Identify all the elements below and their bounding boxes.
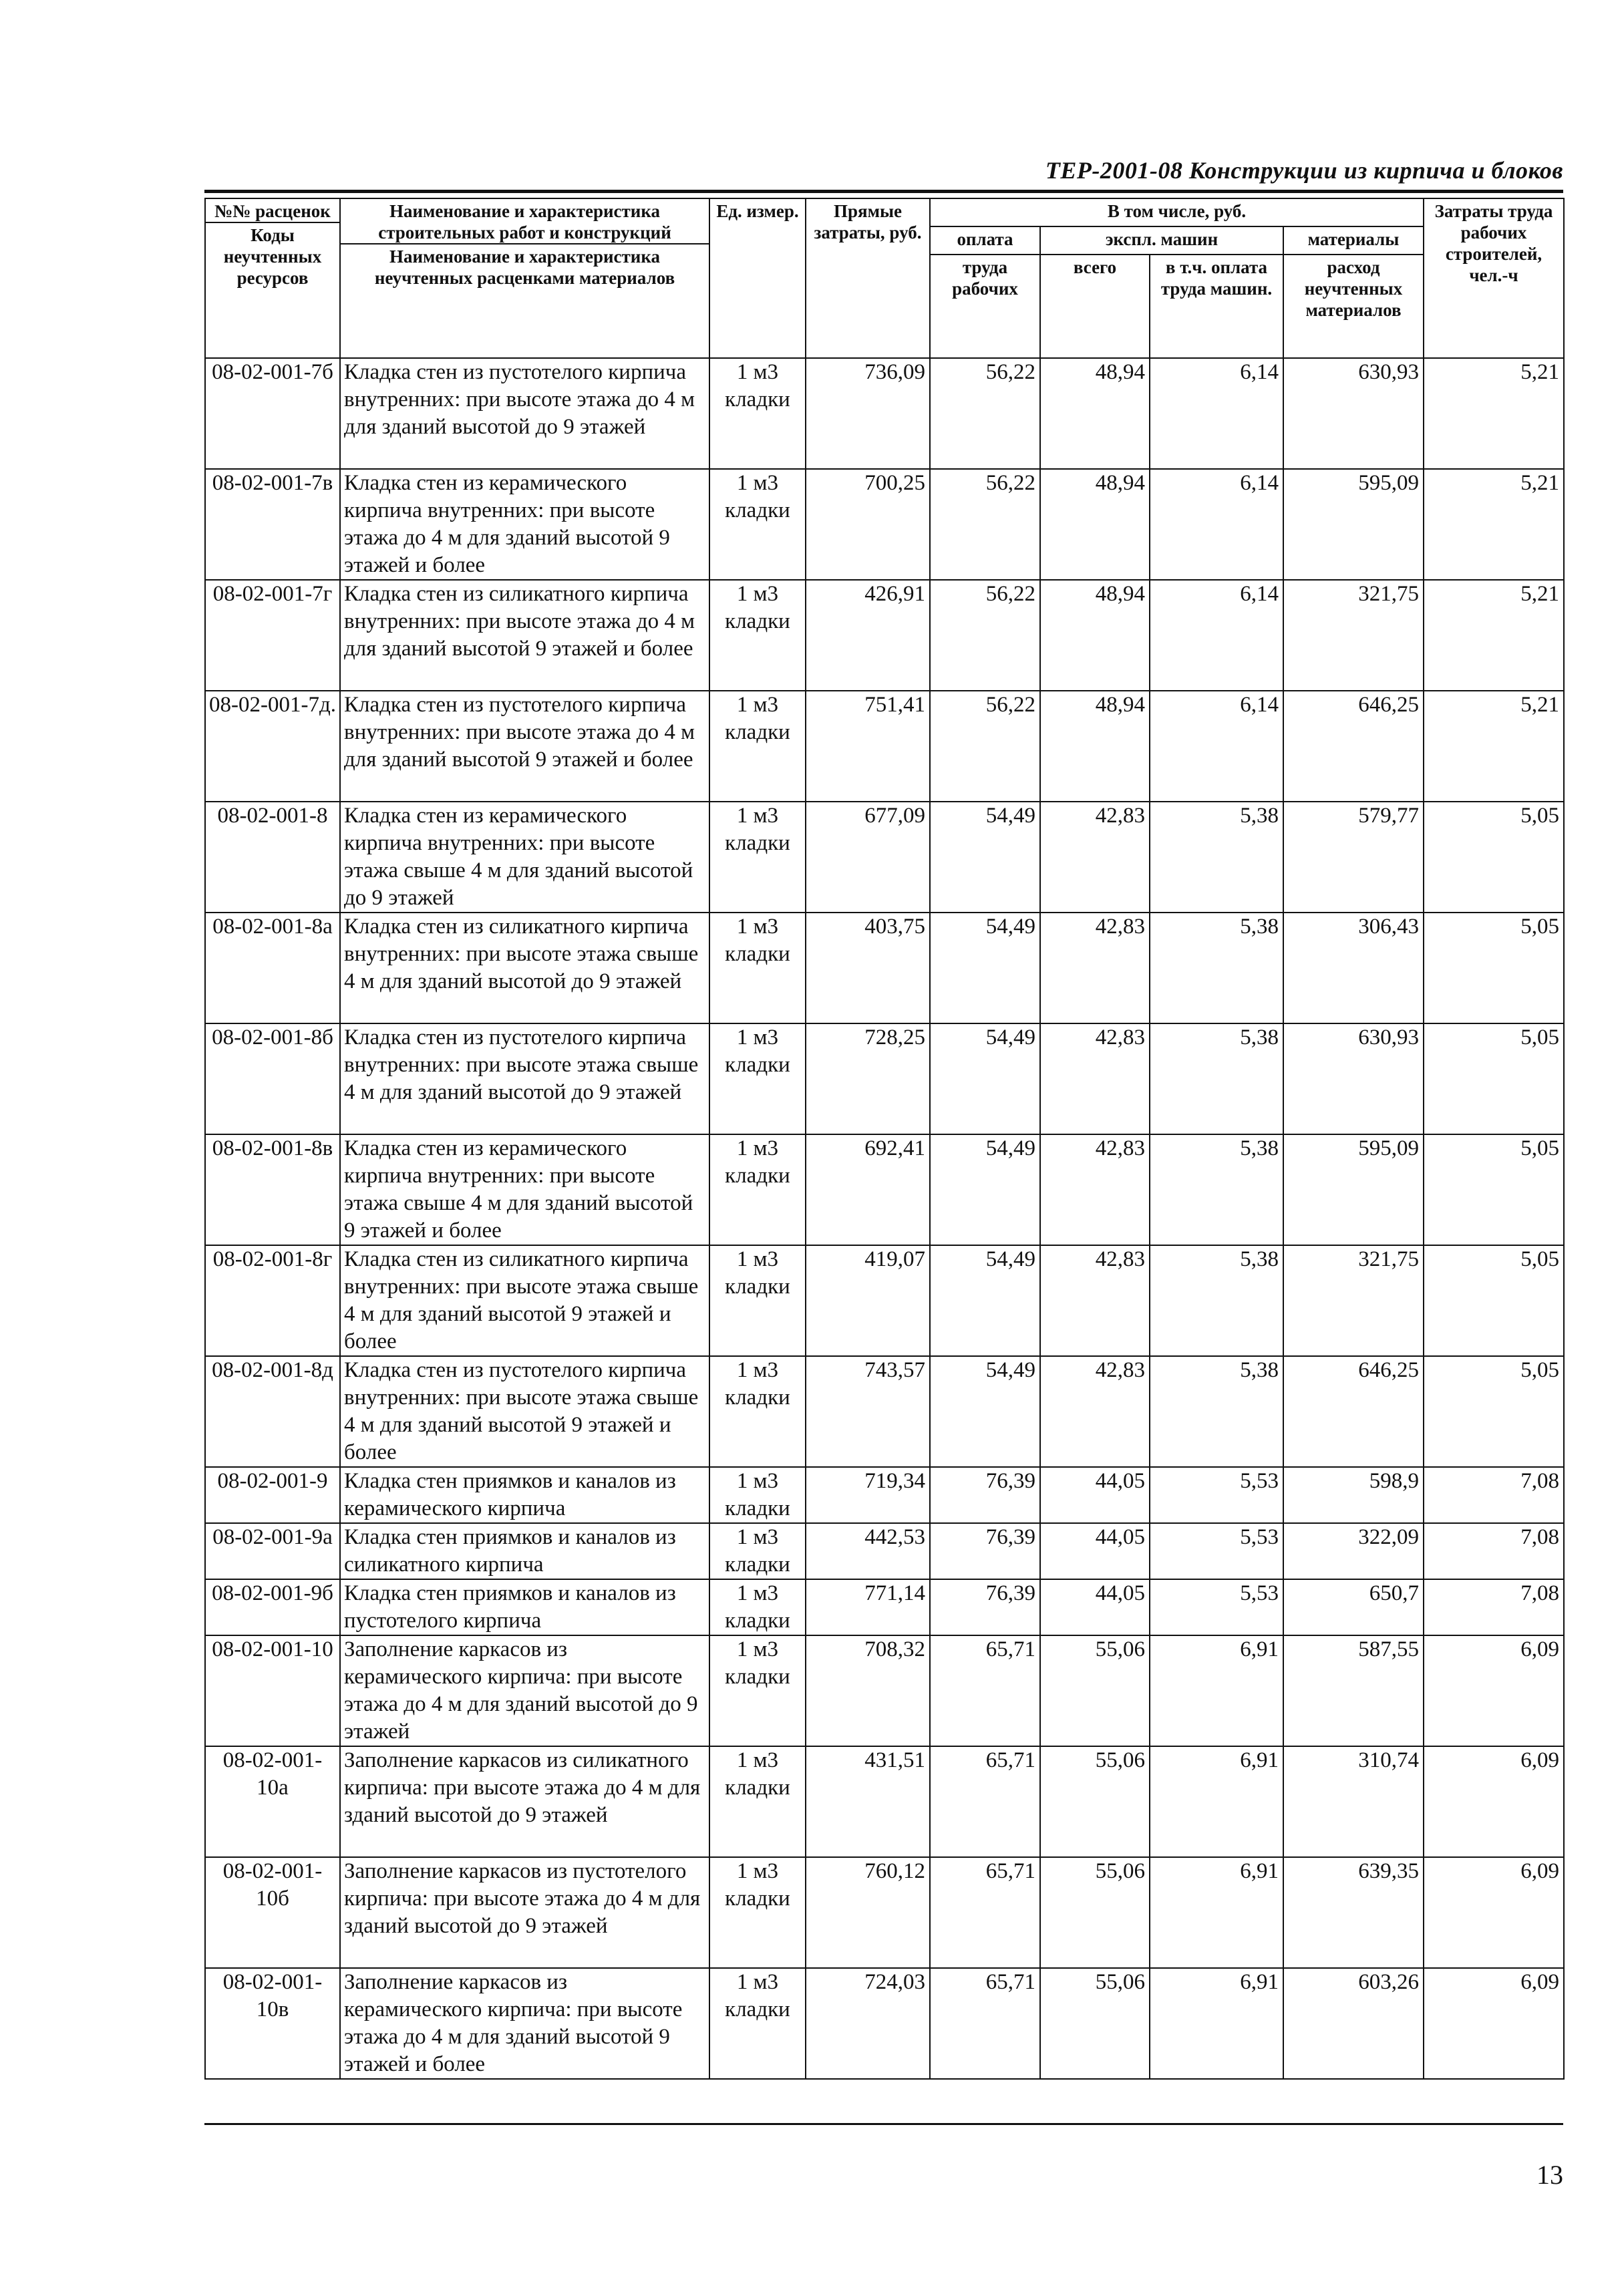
rate-mach-wages: 5,38 xyxy=(1150,802,1283,913)
rate-mach-wages: 6,91 xyxy=(1150,1746,1283,1857)
header-name-work: Наименование и характеристика строительных работ и конструкций xyxy=(378,201,671,242)
rate-mach-wages: 5,38 xyxy=(1150,1134,1283,1245)
header-labor: Затраты труда рабочих строителей, чел.-ч xyxy=(1424,198,1564,358)
rate-mach: 48,94 xyxy=(1040,580,1150,691)
rate-labor: 5,21 xyxy=(1424,580,1564,691)
header-unit: Ед. измер. xyxy=(709,198,806,358)
rate-mach-wages: 5,38 xyxy=(1150,1245,1283,1356)
rate-code: 08-02-001-7в xyxy=(205,469,340,580)
rate-unit: 1 м3 кладки xyxy=(709,1023,806,1134)
rate-unit: 1 м3 кладки xyxy=(709,691,806,802)
rate-unit: 1 м3 кладки xyxy=(709,1857,806,1968)
rate-materials: 646,25 xyxy=(1283,691,1424,802)
rate-labor: 5,21 xyxy=(1424,358,1564,469)
rate-direct: 724,03 xyxy=(806,1968,930,2079)
table-header xyxy=(205,198,1564,358)
rate-name: Заполнение каркасов из керамического кирпича: при высоте этажа до 4 м для зданий высотой до 9 этажей xyxy=(340,1635,709,1746)
rate-wages: 76,39 xyxy=(930,1467,1040,1523)
rate-direct: 419,07 xyxy=(806,1245,930,1356)
table-row xyxy=(205,1467,1564,1523)
header-wages-top: оплата xyxy=(930,226,1040,255)
rate-materials: 650,7 xyxy=(1283,1579,1424,1635)
rate-mach: 42,83 xyxy=(1040,913,1150,1023)
rate-materials: 321,75 xyxy=(1283,580,1424,691)
rate-name: Кладка стен приямков и каналов из керамического кирпича xyxy=(340,1467,709,1523)
rate-labor: 5,05 xyxy=(1424,802,1564,913)
header-incl: В том числе, руб. xyxy=(930,198,1424,226)
rate-mach-wages: 6,14 xyxy=(1150,691,1283,802)
rate-wages: 56,22 xyxy=(930,580,1040,691)
header-code-cell xyxy=(205,198,340,358)
rate-wages: 54,49 xyxy=(930,913,1040,1023)
rate-labor: 5,05 xyxy=(1424,1023,1564,1134)
rate-wages: 54,49 xyxy=(930,1023,1040,1134)
rate-mach-wages: 6,91 xyxy=(1150,1857,1283,1968)
header-code-num: №№ расценок xyxy=(214,201,331,221)
rate-mach-wages: 5,38 xyxy=(1150,913,1283,1023)
rate-mach: 48,94 xyxy=(1040,358,1150,469)
rate-name: Кладка стен из силикатного кирпича внутренних: при высоте этажа до 4 м для зданий высотой 9 этажей и более xyxy=(340,580,709,691)
header-code-res: Коды неучтенных ресурсов xyxy=(206,222,339,289)
rate-mach-wages: 6,91 xyxy=(1150,1968,1283,2079)
rate-labor: 5,05 xyxy=(1424,1356,1564,1467)
table-row xyxy=(205,580,1564,691)
running-header: ТЕР-2001-08 Конструкции из кирпича и блоков xyxy=(1045,157,1563,184)
rate-labor: 5,05 xyxy=(1424,1134,1564,1245)
rate-unit: 1 м3 кладки xyxy=(709,469,806,580)
rate-mach: 55,06 xyxy=(1040,1857,1150,1968)
header-rule xyxy=(204,190,1563,193)
rate-materials: 630,93 xyxy=(1283,358,1424,469)
rate-materials: 595,09 xyxy=(1283,1134,1424,1245)
rate-materials: 587,55 xyxy=(1283,1635,1424,1746)
rate-unit: 1 м3 кладки xyxy=(709,1134,806,1245)
table-row xyxy=(205,1356,1564,1467)
rate-name: Кладка стен приямков и каналов из силикатного кирпича xyxy=(340,1523,709,1579)
rate-wages: 54,49 xyxy=(930,802,1040,913)
rate-labor: 6,09 xyxy=(1424,1968,1564,2079)
rate-mach: 42,83 xyxy=(1040,1023,1150,1134)
rate-mach: 48,94 xyxy=(1040,691,1150,802)
rate-mach: 44,05 xyxy=(1040,1467,1150,1523)
rate-code: 08-02-001-8в xyxy=(205,1134,340,1245)
rate-wages: 54,49 xyxy=(930,1356,1040,1467)
rate-labor: 5,21 xyxy=(1424,469,1564,580)
table-row xyxy=(205,469,1564,580)
header-name-cell xyxy=(340,198,709,358)
rate-direct: 708,32 xyxy=(806,1635,930,1746)
rate-direct: 719,34 xyxy=(806,1467,930,1523)
table-row xyxy=(205,1579,1564,1635)
rate-wages: 65,71 xyxy=(930,1857,1040,1968)
rate-code: 08-02-001-8д xyxy=(205,1356,340,1467)
rate-mach: 42,83 xyxy=(1040,1134,1150,1245)
rate-mach-wages: 5,38 xyxy=(1150,1023,1283,1134)
rate-wages: 65,71 xyxy=(930,1746,1040,1857)
rate-unit: 1 м3 кладки xyxy=(709,802,806,913)
rate-direct: 760,12 xyxy=(806,1857,930,1968)
footer-rule xyxy=(204,2123,1563,2125)
rate-direct: 700,25 xyxy=(806,469,930,580)
rate-name: Кладка стен из пустотелого кирпича внутренних: при высоте этажа свыше 4 м для зданий высотой до 9 этажей xyxy=(340,1023,709,1134)
rate-mach: 42,83 xyxy=(1040,802,1150,913)
rate-wages: 54,49 xyxy=(930,1134,1040,1245)
rate-name: Кладка стен из пустотелого кирпича внутренних: при высоте этажа до 4 м для зданий высотой до 9 этажей xyxy=(340,358,709,469)
rate-labor: 7,08 xyxy=(1424,1523,1564,1579)
rate-materials: 598,9 xyxy=(1283,1467,1424,1523)
rate-name: Кладка стен из пустотелого кирпича внутренних: при высоте этажа свыше 4 м для зданий высотой 9 этажей и более xyxy=(340,1356,709,1467)
rate-unit: 1 м3 кладки xyxy=(709,580,806,691)
rate-labor: 6,09 xyxy=(1424,1746,1564,1857)
rate-name: Кладка стен из керамического кирпича внутренних: при высоте этажа свыше 4 м для зданий высотой 9 этажей и более xyxy=(340,1134,709,1245)
rate-labor: 5,05 xyxy=(1424,913,1564,1023)
rate-wages: 65,71 xyxy=(930,1635,1040,1746)
rate-code: 08-02-001-8б xyxy=(205,1023,340,1134)
rate-materials: 322,09 xyxy=(1283,1523,1424,1579)
rate-mach: 44,05 xyxy=(1040,1523,1150,1579)
rate-direct: 751,41 xyxy=(806,691,930,802)
rate-mach-wages: 6,14 xyxy=(1150,469,1283,580)
rate-direct: 771,14 xyxy=(806,1579,930,1635)
rate-direct: 426,91 xyxy=(806,580,930,691)
rate-name: Кладка стен приямков и каналов из пустотелого кирпича xyxy=(340,1579,709,1635)
rate-direct: 736,09 xyxy=(806,358,930,469)
page-number: 13 xyxy=(1536,2160,1563,2190)
rate-unit: 1 м3 кладки xyxy=(709,1579,806,1635)
rate-wages: 65,71 xyxy=(930,1968,1040,2079)
rate-direct: 677,09 xyxy=(806,802,930,913)
rate-materials: 310,74 xyxy=(1283,1746,1424,1857)
rate-unit: 1 м3 кладки xyxy=(709,1245,806,1356)
rate-wages: 56,22 xyxy=(930,691,1040,802)
table-row xyxy=(205,802,1564,913)
header-mach-wages: в т.ч. оплата труда машин. xyxy=(1150,255,1283,358)
header-direct: Прямые затраты, руб. xyxy=(806,198,930,358)
rate-labor: 7,08 xyxy=(1424,1579,1564,1635)
rate-direct: 442,53 xyxy=(806,1523,930,1579)
rate-name: Кладка стен из керамического кирпича внутренних: при высоте этажа до 4 м для зданий высотой 9 этажей и более xyxy=(340,469,709,580)
rates-table xyxy=(204,198,1565,2080)
rate-mach: 55,06 xyxy=(1040,1746,1150,1857)
rate-code: 08-02-001-8а xyxy=(205,913,340,1023)
rate-code: 08-02-001-10а xyxy=(205,1746,340,1857)
table-row xyxy=(205,358,1564,469)
rate-unit: 1 м3 кладки xyxy=(709,1467,806,1523)
rate-mach: 55,06 xyxy=(1040,1635,1150,1746)
rate-code: 08-02-001-10б xyxy=(205,1857,340,1968)
rate-code: 08-02-001-9б xyxy=(205,1579,340,1635)
rate-mach: 44,05 xyxy=(1040,1579,1150,1635)
table-row xyxy=(205,1857,1564,1968)
rate-code: 08-02-001-10 xyxy=(205,1635,340,1746)
rate-wages: 76,39 xyxy=(930,1579,1040,1635)
rate-name: Кладка стен из пустотелого кирпича внутренних: при высоте этажа до 4 м для зданий высотой 9 этажей и более xyxy=(340,691,709,802)
rate-code: 08-02-001-9 xyxy=(205,1467,340,1523)
rate-name: Кладка стен из силикатного кирпича внутренних: при высоте этажа свыше 4 м для зданий высотой 9 этажей и более xyxy=(340,1245,709,1356)
rate-unit: 1 м3 кладки xyxy=(709,1968,806,2079)
rate-materials: 306,43 xyxy=(1283,913,1424,1023)
rate-unit: 1 м3 кладки xyxy=(709,1746,806,1857)
rate-mach-wages: 6,14 xyxy=(1150,358,1283,469)
rate-direct: 431,51 xyxy=(806,1746,930,1857)
rate-materials: 639,35 xyxy=(1283,1857,1424,1968)
rate-labor: 5,05 xyxy=(1424,1245,1564,1356)
table-row xyxy=(205,1968,1564,2079)
rate-name: Кладка стен из силикатного кирпича внутренних: при высоте этажа свыше 4 м для зданий высотой до 9 этажей xyxy=(340,913,709,1023)
rate-direct: 743,57 xyxy=(806,1356,930,1467)
rate-labor: 5,21 xyxy=(1424,691,1564,802)
rate-code: 08-02-001-7б xyxy=(205,358,340,469)
table-row xyxy=(205,1023,1564,1134)
rate-labor: 7,08 xyxy=(1424,1467,1564,1523)
rate-code: 08-02-001-9а xyxy=(205,1523,340,1579)
rate-code: 08-02-001-7д. xyxy=(205,691,340,802)
rate-wages: 76,39 xyxy=(930,1523,1040,1579)
rate-wages: 56,22 xyxy=(930,469,1040,580)
rate-direct: 403,75 xyxy=(806,913,930,1023)
rate-mach: 42,83 xyxy=(1040,1245,1150,1356)
header-mach-top: экспл. машин xyxy=(1040,226,1283,255)
table-row xyxy=(205,1635,1564,1746)
rate-code: 08-02-001-8 xyxy=(205,802,340,913)
table-row xyxy=(205,913,1564,1023)
rate-mach-wages: 6,91 xyxy=(1150,1635,1283,1746)
rate-materials: 646,25 xyxy=(1283,1356,1424,1467)
table-row xyxy=(205,1134,1564,1245)
rate-unit: 1 м3 кладки xyxy=(709,358,806,469)
rate-materials: 579,77 xyxy=(1283,802,1424,913)
table-row xyxy=(205,1245,1564,1356)
rate-unit: 1 м3 кладки xyxy=(709,1635,806,1746)
table-row xyxy=(205,1746,1564,1857)
header-mat-bottom: расход неучтенных материалов xyxy=(1283,255,1424,358)
rate-mach: 55,06 xyxy=(1040,1968,1150,2079)
rate-name: Заполнение каркасов из керамического кирпича: при высоте этажа до 4 м для зданий высотой 9 этажей и более xyxy=(340,1968,709,2079)
rate-code: 08-02-001-7г xyxy=(205,580,340,691)
rate-mach-wages: 5,38 xyxy=(1150,1356,1283,1467)
table-row xyxy=(205,691,1564,802)
rate-unit: 1 м3 кладки xyxy=(709,1356,806,1467)
header-name-mat: Наименование и характеристика неучтенных расценками материалов xyxy=(341,243,709,289)
table-row xyxy=(205,1523,1564,1579)
rate-unit: 1 м3 кладки xyxy=(709,913,806,1023)
rate-code: 08-02-001-10в xyxy=(205,1968,340,2079)
rate-mach: 42,83 xyxy=(1040,1356,1150,1467)
rate-materials: 595,09 xyxy=(1283,469,1424,580)
rate-unit: 1 м3 кладки xyxy=(709,1523,806,1579)
header-mach-total: всего xyxy=(1040,255,1150,358)
rate-name: Заполнение каркасов из пустотелого кирпича: при высоте этажа до 4 м для зданий высотой до 9 этажей xyxy=(340,1857,709,1968)
rate-materials: 630,93 xyxy=(1283,1023,1424,1134)
rate-mach-wages: 5,53 xyxy=(1150,1579,1283,1635)
rate-labor: 6,09 xyxy=(1424,1635,1564,1746)
header-wages-bottom: труда рабочих xyxy=(930,255,1040,358)
rate-code: 08-02-001-8г xyxy=(205,1245,340,1356)
rate-labor: 6,09 xyxy=(1424,1857,1564,1968)
rate-materials: 321,75 xyxy=(1283,1245,1424,1356)
rate-mach: 48,94 xyxy=(1040,469,1150,580)
rate-name: Кладка стен из керамического кирпича внутренних: при высоте этажа свыше 4 м для зданий высотой до 9 этажей xyxy=(340,802,709,913)
rate-mach-wages: 5,53 xyxy=(1150,1467,1283,1523)
rate-wages: 54,49 xyxy=(930,1245,1040,1356)
rate-direct: 692,41 xyxy=(806,1134,930,1245)
rate-wages: 56,22 xyxy=(930,358,1040,469)
rate-mach-wages: 6,14 xyxy=(1150,580,1283,691)
rate-mach-wages: 5,53 xyxy=(1150,1523,1283,1579)
header-mat-top: материалы xyxy=(1283,226,1424,255)
table-body xyxy=(205,358,1564,2079)
rate-name: Заполнение каркасов из силикатного кирпича: при высоте этажа до 4 м для зданий высотой до 9 этажей xyxy=(340,1746,709,1857)
rate-materials: 603,26 xyxy=(1283,1968,1424,2079)
rate-direct: 728,25 xyxy=(806,1023,930,1134)
